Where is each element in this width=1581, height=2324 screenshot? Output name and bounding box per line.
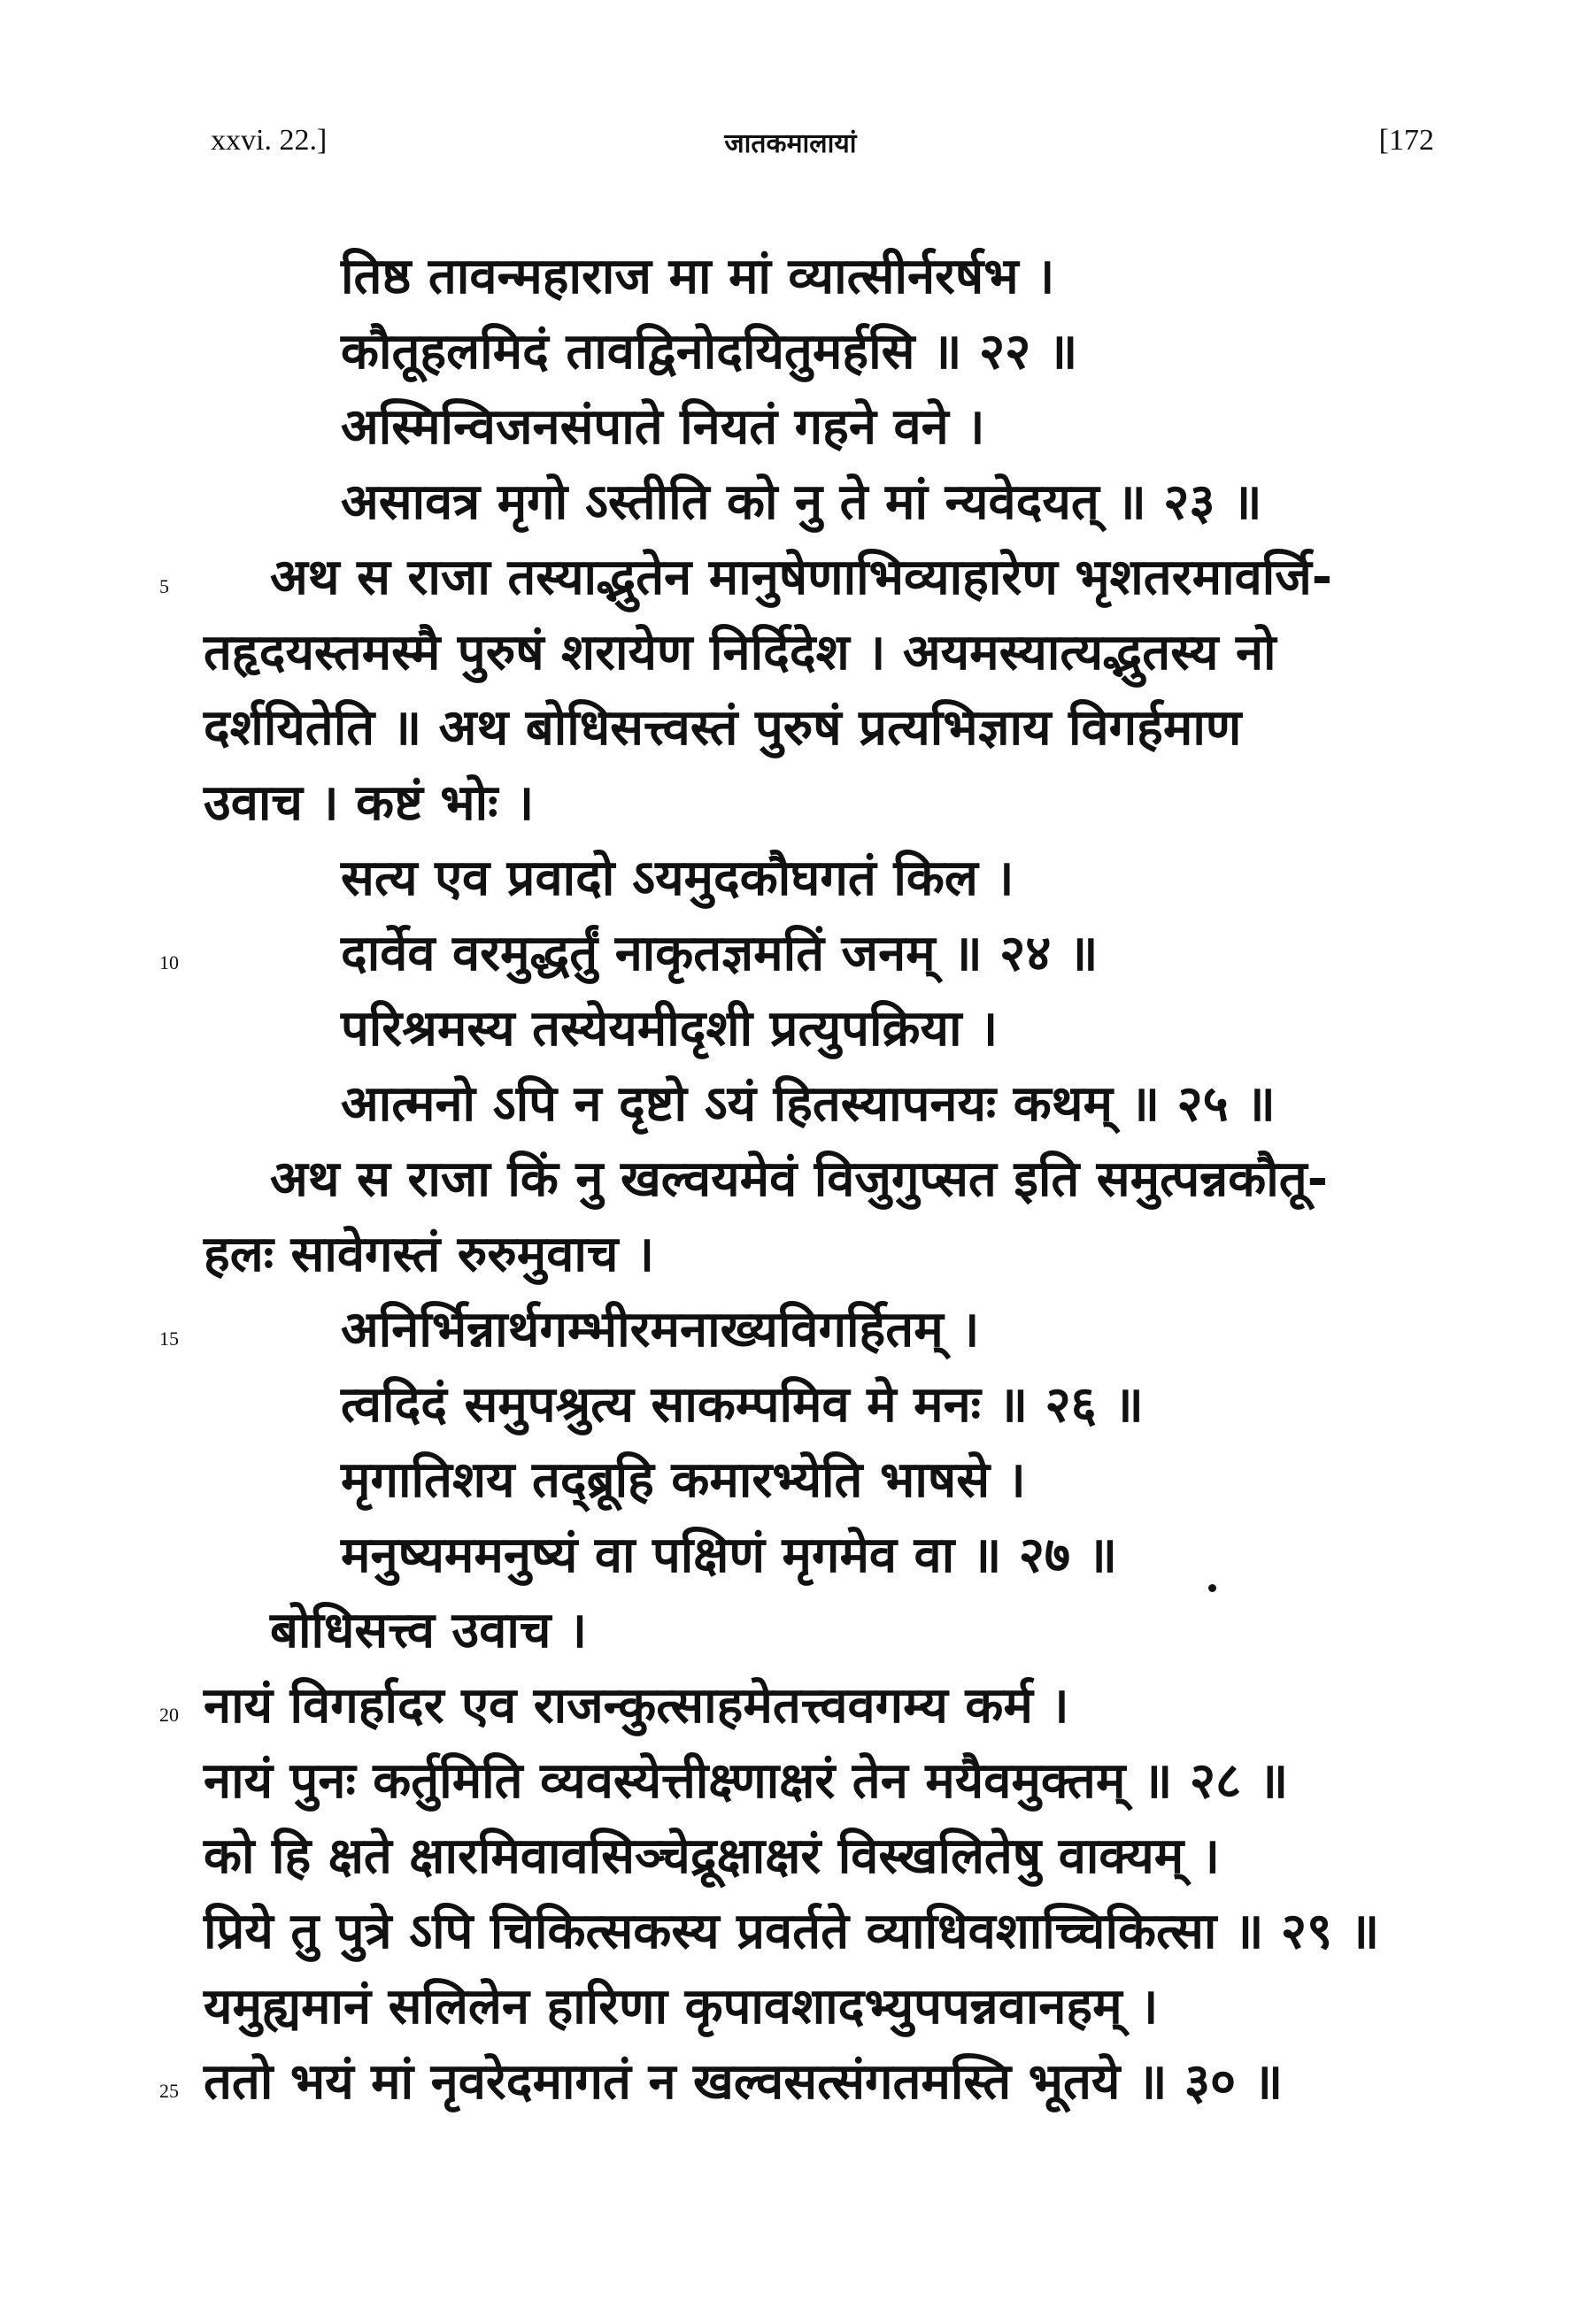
text-line: नायं विगर्हादर एव राजन्कुत्साहमेतत्त्ववगम्य कर्म । — [204, 1677, 1069, 1735]
text-line: सत्य एव प्रवादो ऽयमुदकौघगतं किल । — [341, 850, 1014, 907]
text-line: नायं पुनः कर्तुमिति व्यवस्येत्तीक्ष्णाक्षरं तेन मयैवमुक्तम् ॥ २८ ॥ — [204, 1752, 1289, 1810]
line-number: 10 — [159, 951, 179, 973]
text-line: मनुष्यममनुष्यं वा पक्षिणं मृगमेव वा ॥ २७ ॥ — [341, 1527, 1118, 1584]
text-line: ततो भयं मां नृवरेदमागतं न खल्वसत्संगतमस्ति भूतये ॥ ३० ॥ — [204, 2053, 1284, 2111]
text-line: तिष्ठ तावन्महाराज मा मां व्यात्सीर्नरर्षभ । — [341, 248, 1055, 305]
text-line: कौतूहलमिदं तावद्विनोदयितुमर्हसि ॥ २२ ॥ — [341, 323, 1078, 381]
text-line: परिश्रमस्य तस्येयमीदृशी प्रत्युपक्रिया । — [341, 1000, 999, 1058]
line-number: 5 — [159, 575, 169, 597]
text-line: दर्शयितेति ॥ अथ बोधिसत्त्वस्तं पुरुषं प्रत्यभिज्ञाय विगर्हमाण — [204, 699, 1242, 757]
text-line: यमुह्यमानं सलिलेन हारिणा कृपावशादभ्युपपन्नवानहम् । — [204, 1978, 1159, 2035]
line-number: 15 — [159, 1327, 179, 1350]
text-line: अथ स राजा किं नु खल्वयमेवं विजुगुप्सत इति समुत्पन्नकौतू- — [270, 1150, 1328, 1208]
text-line: अस्मिन्विजनसंपाते नियतं गहने वने । — [341, 398, 985, 456]
text-line: बोधिसत्त्व उवाच । — [270, 1602, 588, 1659]
text-line: अथ स राजा तस्याद्भुतेन मानुषेणाभिव्याहारेण भृशतरमावर्जि- — [270, 549, 1333, 606]
running-header-page-number: [172 — [1378, 124, 1434, 157]
ink-speck — [1208, 1584, 1216, 1592]
text-line: तहृदयस्तमस्मै पुरुषं शरायेण निर्दिदेश । अयमस्यात्यद्भुतस्य नो — [204, 624, 1276, 681]
line-number: 20 — [159, 1704, 179, 1726]
line-number: 25 — [159, 2080, 179, 2102]
running-header-left: xxvi. 22.] — [211, 124, 328, 157]
text-line: को हि क्षते क्षारमिवावसिञ्चेद्रूक्षाक्षरं विस्खलितेषु वाक्यम् । — [204, 1828, 1220, 1885]
text-line: अनिर्भिन्नार्थगम्भीरमनाख्यविगर्हितम् । — [341, 1301, 980, 1358]
text-line: आत्मनो ऽपि न दृष्टो ऽयं हितस्यापनयः कथम् ॥ २५ ॥ — [341, 1075, 1276, 1133]
text-line: असावत्र मृगो ऽस्तीति को नु ते मां न्यवेदयत् ॥ २३ ॥ — [341, 473, 1262, 531]
running-header-title: जातकमालायां — [724, 128, 857, 159]
text-line: उवाच । कष्टं भोः । — [204, 774, 535, 832]
text-line: प्रिये तु पुत्रे ऽपि चिकित्सकस्य प्रवर्तते व्याधिवशाच्चिकित्सा ॥ २९ ॥ — [204, 1903, 1380, 1960]
text-line: हलः सावेगस्तं रुरुमुवाच । — [204, 1226, 655, 1283]
text-line: मृगातिशय तद्ब्रूहि कमारभ्येति भाषसे । — [341, 1451, 1026, 1509]
text-line: दार्वेव वरमुद्धर्तुं नाकृतज्ञमतिं जनम् ॥ २४ ॥ — [341, 925, 1099, 982]
text-line: त्वदिदं समुपश्रुत्य साकम्पमिव मे मनः ॥ २६ ॥ — [341, 1376, 1144, 1434]
